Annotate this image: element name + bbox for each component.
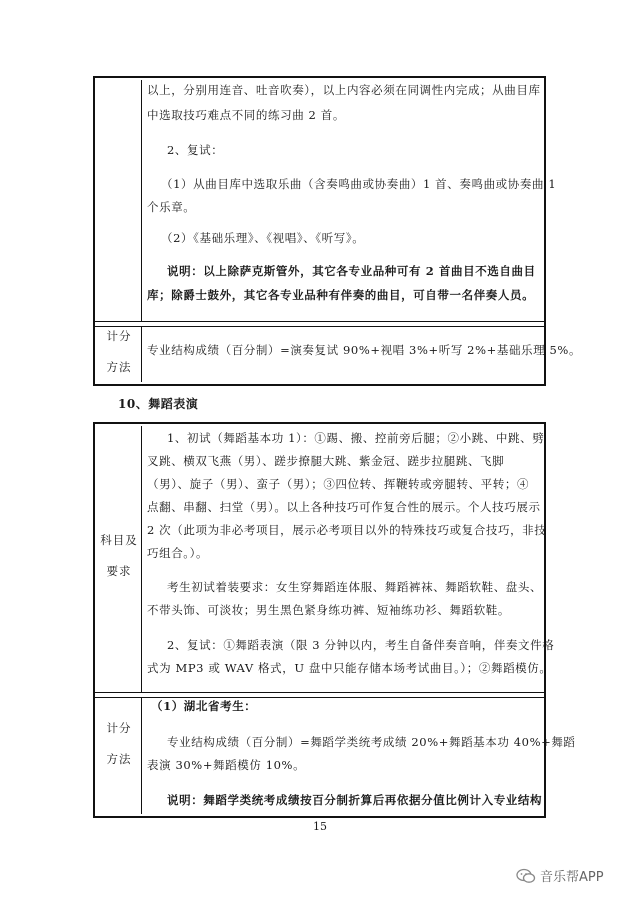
body-line: 2、复试： — [167, 143, 224, 157]
score-line: 专业结构成绩（百分制）=舞蹈学类统考成绩 20%+舞蹈基本功 40%+舞蹈 — [167, 735, 576, 749]
req-line: （男）、旋子（男）、蛮子（男）；③四位转、挥鞭转或旁腿转、平转；④ — [147, 477, 530, 491]
req-line: 2、复试：①舞蹈表演（限 3 分钟以内，考生自备伴奏音响，伴奏文件格 — [167, 638, 555, 652]
req-line: 点翻、串翻、扫堂（男）。以上各种技巧可作复合性的展示。个人技巧展示 — [147, 500, 541, 514]
req-line: 考生初试着装要求：女生穿舞蹈连体服、舞蹈裤袜、舞蹈软鞋、盘头、 — [167, 580, 543, 594]
req-line: 叉跳、横双飞燕（男）、蹉步撩腿大跳、紫金冠、蹉步拉腿跳、飞脚 — [147, 454, 505, 468]
req-line: 2 次（此项为非必考项目，展示必考项目以外的特殊技巧或复合技巧，非技 — [147, 523, 547, 537]
page-number: 15 — [313, 820, 327, 833]
wechat-icon — [516, 868, 536, 884]
req-line: 1、初试（舞蹈基本功 1）：①踢、搬、控前旁后腿；②小跳、中跳、劈 — [167, 431, 545, 445]
req-line: 式为 MP3 或 WAV 格式，U 盘中只能存储本场考试曲目。）；②舞蹈模仿。 — [147, 661, 552, 675]
watermark-text: 音乐帮APP — [540, 870, 604, 885]
note-line: 说明：舞蹈学类统考成绩按百分制折算后再依据分值比例计入专业结构 — [167, 793, 543, 807]
score-line: 表演 30%+舞蹈模仿 10%。 — [147, 758, 306, 772]
body-line: 个乐章。 — [147, 200, 196, 214]
requirements-label: 科目及 — [100, 533, 138, 547]
watermark — [516, 866, 604, 885]
body-line: 以上，分别用连音、吐音吹奏），以上内容必须在同调性内完成；从曲目库 — [147, 83, 541, 97]
score-formula: 专业结构成绩（百分制）=演奏复试 90%+视唱 3%+听写 2%+基础乐理 5%。 — [147, 343, 582, 357]
score-heading: （1）湖北省考生： — [151, 699, 257, 713]
note-line: 说明：以上除萨克斯管外，其它各专业品种可有 2 首曲目不选自曲目 — [167, 264, 536, 278]
score-method-label: 计分 — [106, 721, 132, 735]
body-line: （1）从曲目库中选取乐曲（含奏鸣曲或协奏曲）1 首、奏鸣曲或协奏曲 1 — [161, 177, 557, 191]
requirements-label: 要求 — [106, 564, 132, 578]
row-separator — [95, 321, 544, 327]
body-line: 中选取技巧难点不同的练习曲 2 首。 — [147, 108, 345, 122]
body-line: （2）《基础乐理》、《视唱》、《听写》。 — [161, 231, 365, 245]
score-method-label: 方法 — [106, 752, 132, 766]
note-line: 库；除爵士鼓外，其它各专业品种有伴奏的曲目，可自带一名伴奏人员。 — [147, 288, 535, 302]
table-top — [93, 76, 582, 386]
req-line: 不带头饰、可淡妆；男生黑色紧身练功裤、短袖练功衫、舞蹈软鞋。 — [147, 603, 510, 617]
score-method-label: 方法 — [106, 360, 132, 374]
section-title: 10、舞蹈表演 — [118, 397, 199, 411]
score-method-label: 计分 — [106, 329, 132, 343]
req-line: 巧组合。）。 — [147, 546, 209, 560]
table-dance — [93, 422, 576, 818]
